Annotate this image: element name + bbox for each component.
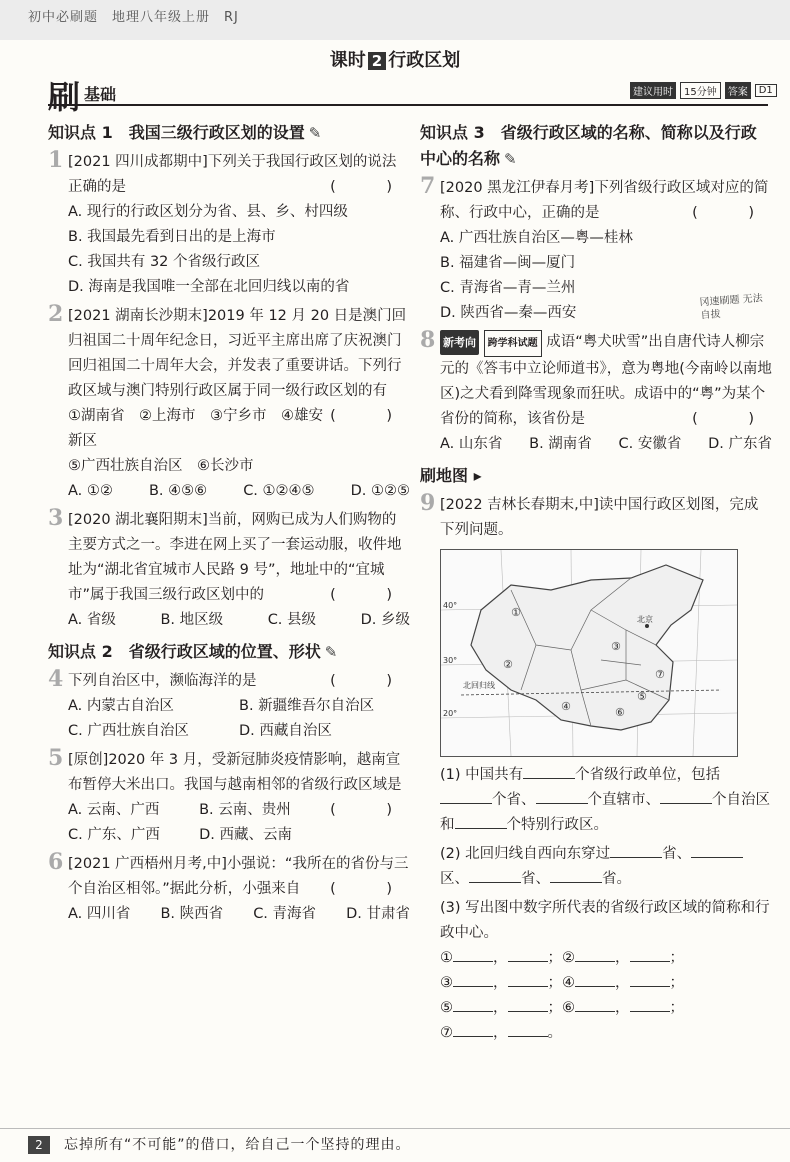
option-c: C. 青海省: [253, 906, 317, 922]
question-4: [48, 666, 410, 744]
map-num-4: ④: [561, 700, 571, 713]
fill-label: ⑦: [440, 1025, 453, 1041]
fill-row: ① ， ；② ， ；: [440, 950, 684, 966]
q9-text: 省、: [521, 871, 550, 887]
q9-text: 个特别行政区。: [506, 817, 608, 833]
option-c: C. 广东、广西: [68, 827, 160, 843]
options-row: [68, 902, 410, 927]
q9-text: 个省级行政单位，包括: [575, 767, 721, 783]
lat-30-label: 30°: [443, 656, 458, 665]
suggest-value: 15分钟: [680, 82, 721, 99]
blank-abbr[interactable]: [575, 1011, 615, 1012]
option-a: A. 省级: [68, 612, 116, 628]
q9-part-1: [420, 763, 772, 838]
suggest-label: 建议用时: [630, 82, 676, 99]
options-row: [440, 432, 772, 457]
question-number: 9: [420, 490, 436, 516]
left-column: [48, 114, 410, 931]
shua-logo-small: 刷: [420, 466, 437, 485]
blank-tropic-2[interactable]: [691, 857, 743, 858]
q9-part-2: [420, 842, 772, 892]
blank-capital[interactable]: [508, 1036, 548, 1037]
q9-text: (2) 北回归线自西向东穿过: [440, 846, 611, 862]
option-c: C. 我国共有 32 个省级行政区: [68, 254, 261, 270]
question-number: 1: [48, 147, 64, 173]
map-svg: [441, 550, 737, 756]
option-a: A. 云南、广西: [68, 802, 160, 818]
blank-autonomous[interactable]: [660, 803, 712, 804]
option-c: C. 广西壮族自治区: [68, 723, 189, 739]
handwritten-note: 冈速刷题 无法自拔: [699, 293, 764, 322]
lesson-name: 行政区划: [388, 50, 461, 71]
map-section-title: 地图: [436, 466, 469, 485]
knowledge-point-3: [420, 120, 772, 172]
option-a: A. 四川省: [68, 906, 131, 922]
lesson-prefix: 课时: [329, 50, 366, 71]
q9-text: 个直辖市、: [587, 792, 660, 808]
option-d: D. 甘肃省: [346, 906, 410, 922]
option-c: C. ①②④⑤: [243, 483, 315, 499]
question-5: [48, 745, 410, 848]
china-outline: [471, 565, 703, 730]
q9-part-3: [420, 896, 772, 1046]
question-number: 5: [48, 745, 64, 771]
page-number: 2: [28, 1136, 50, 1154]
q9-text: 省。: [602, 871, 631, 887]
footer-motto: 忘掉所有“不可能”的借口，给自己一个坚持的理由。: [64, 1137, 411, 1153]
kp2-title: 知识点 2 省级行政区域的位置、形状: [48, 642, 321, 661]
suggest-time: [630, 82, 777, 99]
question-stem: 成语“粤犬吠雪”出自唐代诗人柳宗元的《答韦中立论师道书》，意为粤地(今南岭以南地区)之犬看到降雪现象而狂吠。成语中的“粤”为某个省份的简称，该省份是: [440, 334, 772, 427]
fill-label: ②: [562, 950, 575, 966]
question-2: [48, 301, 410, 504]
question-3: [48, 505, 410, 633]
blank-abbr[interactable]: [575, 986, 615, 987]
blank-capital[interactable]: [630, 1011, 670, 1012]
lat-40-label: 40°: [443, 601, 458, 610]
q9-text: 个自治区和: [440, 792, 770, 833]
question-stem: [2020 湖北襄阳期末]当前，网购已成为人们购物的主要方式之一。李进在网上买了一套运动服，收件地址为“湖北省宜城市人民路 9 号”，地址中的“宜城市”属于我国三级行政区划中的: [68, 512, 402, 603]
question-stem: [2021 湖南长沙期末]2019 年 12 月 20 日是澳门回归祖国二十周年纪念日，习近平主席出席了庆祝澳门回归祖国二十周年大会，并发表了重要讲话。下列行政区域与澳门特别行政区属于同一级行政区划的有: [68, 308, 407, 399]
shua-logo: 刷: [48, 78, 81, 116]
blank-capital[interactable]: [508, 961, 548, 962]
map-num-7: ⑦: [655, 668, 665, 681]
cross-subject-tag: 跨学科试题: [484, 330, 542, 357]
beijing-dot: [645, 624, 649, 628]
choice-items-1: ①湖南省 ②上海市 ③宁乡市 ④雄安新区: [68, 408, 323, 449]
knowledge-point-2: [48, 639, 410, 665]
option-c: C. 青海省—青—兰州: [440, 280, 576, 296]
breadcrumb: 初中必刷题 地理八年级上册 RJ: [28, 10, 239, 25]
option-b: B. 福建省—闽—厦门: [440, 255, 576, 271]
lat-20-label: 20°: [443, 709, 458, 718]
header-divider: [48, 104, 768, 106]
option-c: C. 安徽省: [618, 436, 682, 452]
answer-page: D1: [755, 84, 777, 97]
question-number: 2: [48, 301, 64, 327]
q9-text: 省、: [662, 846, 692, 862]
question-stem: [2022 吉林长春期末,中]读中国行政区划图，完成下列问题。: [440, 497, 759, 538]
map-section-heading: [420, 463, 772, 489]
knowledge-point-1: [48, 120, 410, 146]
question-stem: 下列自治区中，濒临海洋的是: [68, 673, 257, 689]
option-b: B. 新疆维吾尔自治区: [239, 698, 375, 714]
option-a: A. 山东省: [440, 436, 503, 452]
option-b: B. 我国最先看到日出的是上海市: [68, 229, 276, 245]
options-grid: [68, 798, 330, 848]
question-number: 4: [48, 666, 64, 692]
option-d: D. 广东省: [708, 436, 772, 452]
answer-paren[interactable]: ( ): [330, 673, 410, 689]
option-d: D. 陕西省—秦—西安: [440, 305, 577, 321]
q9-text: (3) 写出图中数字所代表的省级行政区域的简称和行政中心。: [440, 900, 770, 941]
blank-capital[interactable]: [630, 986, 670, 987]
options-row: [68, 608, 410, 633]
option-a: A. 现行的行政区划分为省、县、乡、村四级: [68, 204, 348, 220]
option-c: C. 县级: [267, 612, 317, 628]
footer-divider: [0, 1128, 790, 1129]
blank-capital[interactable]: [630, 961, 670, 962]
question-number: 7: [420, 173, 436, 199]
blank-tropic-3[interactable]: [469, 882, 521, 883]
q9-text: 区、: [440, 871, 469, 887]
blank-abbr[interactable]: [453, 961, 493, 962]
option-d: D. 西藏、云南: [199, 827, 292, 843]
pen-icon: ✎: [308, 124, 322, 142]
answer-paren[interactable]: ( ): [692, 411, 772, 427]
china-admin-map: [440, 549, 738, 757]
lesson-title: [0, 46, 790, 72]
option-d: D. 海南是我国唯一全部在北回归线以南的省: [68, 279, 350, 295]
blank-capital[interactable]: [508, 1011, 548, 1012]
answer-paren[interactable]: ( ): [330, 179, 410, 195]
option-b: B. 地区级: [160, 612, 224, 628]
blank-municipalities[interactable]: [536, 803, 588, 804]
fill-label: ⑤: [440, 1000, 453, 1016]
map-num-5: ⑤: [637, 690, 647, 703]
answer-paren[interactable]: ( ): [330, 881, 410, 897]
fill-label: ③: [440, 975, 453, 991]
question-stem: [原创]2020 年 3 月，受新冠肺炎疫情影响，越南宣布暂停大米出口。我国与越南相邻的省级行政区域是: [68, 752, 402, 793]
new-trend-tag: 新考向: [440, 330, 479, 355]
lesson-number: 2: [368, 52, 386, 70]
option-d: D. 乡级: [360, 612, 410, 628]
option-b: B. ④⑤⑥: [148, 483, 208, 499]
fill-label: ①: [440, 950, 453, 966]
tropic-label: 北回归线: [463, 681, 495, 690]
pen-icon: ✎: [504, 150, 517, 168]
question-8: [420, 327, 772, 457]
option-d: D. ①②⑤: [350, 483, 410, 499]
blank-tropic-4[interactable]: [550, 882, 602, 883]
section-basic: 基础: [84, 85, 117, 104]
option-b: B. 湖南省: [529, 436, 592, 452]
beijing-label: 北京: [637, 615, 653, 624]
fill-label: ④: [562, 975, 575, 991]
answer-paren[interactable]: ( ): [692, 205, 772, 221]
blank-total[interactable]: [523, 778, 575, 779]
option-b: B. 陕西省: [160, 906, 224, 922]
answer-label: 答案: [725, 82, 751, 99]
options-grid: [68, 694, 410, 744]
option-a: A. 内蒙古自治区: [68, 698, 174, 714]
question-stem: [2021 广西梧州月考,中]小强说：“我所在的省份与三个自治区相邻。”据此分析，小强来自: [68, 856, 409, 897]
choice-items-2: ⑤广西壮族自治区 ⑥长沙市: [68, 458, 254, 474]
question-1: [48, 147, 410, 300]
arrow-icon: ▸: [468, 466, 482, 485]
pen-icon: ✎: [324, 643, 338, 661]
option-b: B. 云南、贵州: [199, 802, 291, 818]
blank-sar[interactable]: [455, 828, 507, 829]
q9-text: 个省、: [492, 792, 536, 808]
answer-paren[interactable]: ( ): [330, 802, 410, 818]
map-num-1: ①: [511, 606, 521, 619]
kp1-title: 知识点 1 我国三级行政区划的设置: [48, 123, 305, 142]
fill-row: ③ ， ；④ ， ；: [440, 975, 684, 991]
fill-row: ⑦ ， 。: [440, 1025, 562, 1041]
question-stem: [2021 四川成都期中]下列关于我国行政区划的说法正确的是: [68, 154, 397, 195]
blank-abbr[interactable]: [453, 1011, 493, 1012]
option-a: A. ①②: [68, 483, 113, 499]
q9-text: (1) 中国共有: [440, 767, 524, 783]
blank-abbr[interactable]: [453, 986, 493, 987]
question-9: [420, 490, 772, 543]
question-6: [48, 849, 410, 927]
right-column: [420, 114, 772, 1050]
map-num-3: ③: [611, 640, 621, 653]
blank-provinces[interactable]: [440, 803, 492, 804]
blank-abbr[interactable]: [575, 961, 615, 962]
blank-capital[interactable]: [508, 986, 548, 987]
blank-abbr[interactable]: [453, 1036, 493, 1037]
option-a: A. 广西壮族自治区—粤—桂林: [440, 230, 633, 246]
option-d: D. 西藏自治区: [239, 723, 332, 739]
question-stem: [2020 黑龙江伊春月考]下列省级行政区域对应的简称、行政中心，正确的是: [440, 180, 769, 221]
map-num-2: ②: [503, 658, 513, 671]
fill-row: ⑤ ， ；⑥ ， ；: [440, 1000, 684, 1016]
kp3-title: 知识点 3 省级行政区域的名称、简称以及行政中心的名称: [420, 123, 757, 168]
options-row: [68, 479, 410, 504]
question-number: 3: [48, 505, 64, 531]
map-num-6: ⑥: [615, 706, 625, 719]
fill-label: ⑥: [562, 1000, 575, 1016]
blank-tropic-1[interactable]: [610, 857, 662, 858]
answer-paren[interactable]: ( ): [330, 408, 410, 424]
question-number: 6: [48, 849, 64, 875]
question-number: 8: [420, 327, 436, 353]
answer-paren[interactable]: ( ): [330, 587, 410, 603]
